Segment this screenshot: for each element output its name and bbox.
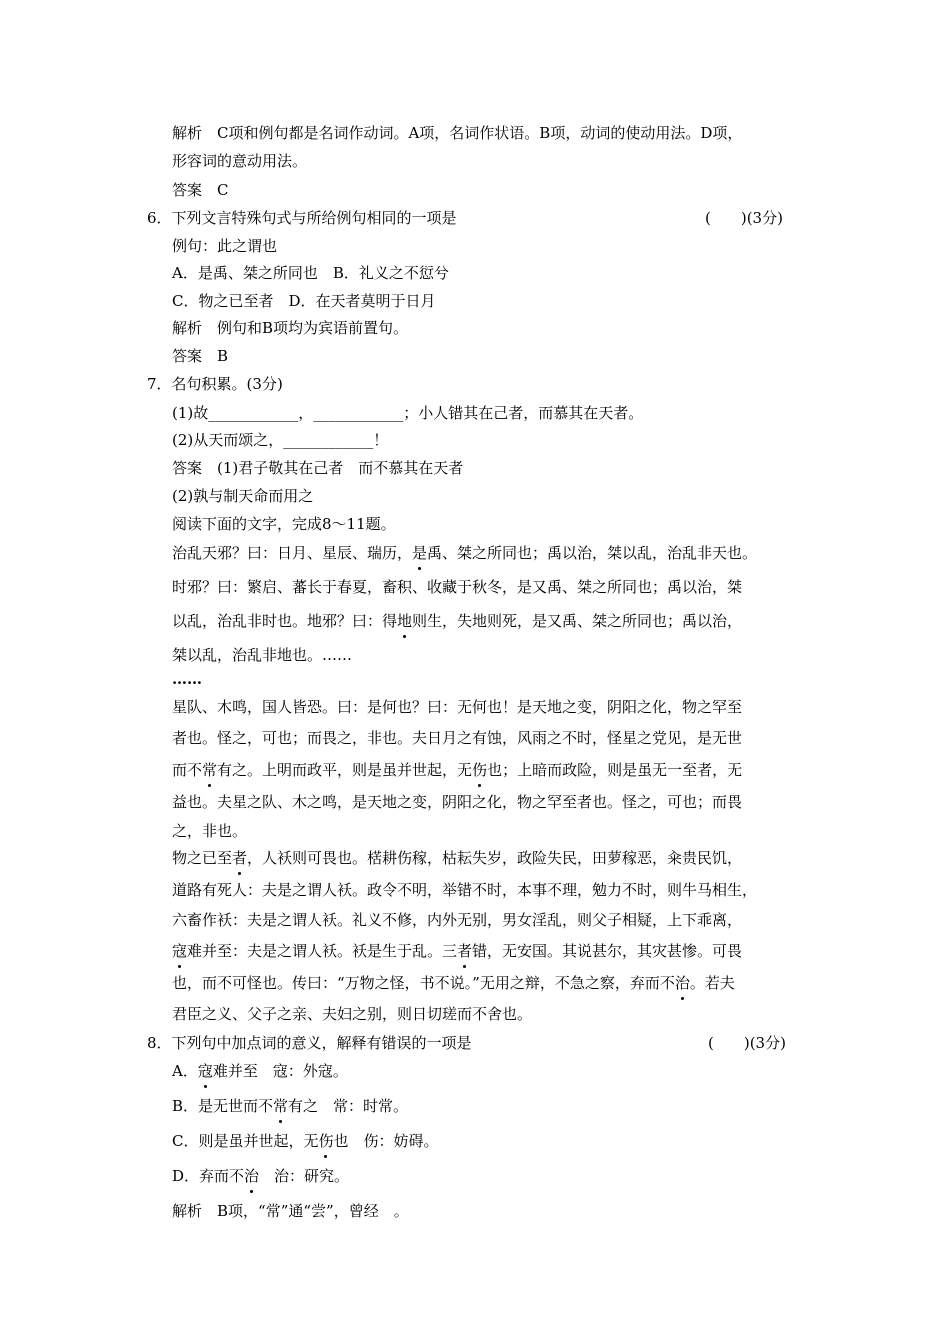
passage-p1-line-4: 桀以乱，治乱非地也。…… xyxy=(172,646,353,664)
q6-answer: 答案 B xyxy=(172,347,229,365)
q6-options-cd: C．物之已至者 D．在天者莫明于日月 xyxy=(172,292,436,310)
passage-p1-line-3: 以乱，治乱非时也。地邪？曰：得地则生，失地则死，是又禹、桀之所同也；禹以治， xyxy=(172,612,743,630)
dotted-char: 寇 xyxy=(172,942,188,960)
q5-analysis-line-2: 形容词的意动用法。 xyxy=(172,152,308,170)
q5-analysis-line-1: 解析 C项和例句都是名词作动词。A项，名词作状语。B项，动词的使动用法。D项， xyxy=(172,124,743,142)
dotted-char: 伤 xyxy=(472,761,488,779)
dotted-char: 常 xyxy=(273,1097,289,1115)
q6-options-ab: A．是禹、桀之所同也 B．礼义之不愆兮 xyxy=(172,264,449,282)
q6-points: ( )(3分) xyxy=(705,209,783,227)
q6-stem: 6．下列文言特殊句式与所给例句相同的一项是 xyxy=(147,209,457,227)
passage-ellipsis: …… xyxy=(172,670,202,688)
reading-intro: 阅读下面的文字，完成8～11题。 xyxy=(172,515,396,533)
dotted-char: 寇 xyxy=(197,1062,213,1080)
q8-option-d: D．弃而不治 治：研究。 xyxy=(172,1167,350,1185)
passage-p3-line-4: 寇难并至：夫是之谓人袄。袄是生于乱。三者错，无安国。其说甚尔，其灾甚惨。可畏 xyxy=(172,942,743,960)
q8-analysis: 解析 B项，“常”通“尝”，曾经 。 xyxy=(172,1202,409,1220)
passage-p2-line-3: 而不常有之。上明而政平，则是虽并世起，无伤也；上暗而政险，则是虽无一至者，无 xyxy=(172,761,743,779)
passage-p3-line-2: 道路有死人：夫是之谓人袄。政令不明，举错不时，本事不理，勉力不时，则牛马相生， xyxy=(172,881,758,899)
q7-blank-line-2: (2)从天而颂之，____________！ xyxy=(172,431,389,449)
q5-answer: 答案 C xyxy=(172,181,229,199)
passage-p3-line-6: 君臣之义、父子之亲、夫妇之别，则日切瑳而不舍也。 xyxy=(172,1005,533,1023)
q7-stem: 7．名句积累。(3分) xyxy=(147,375,283,393)
q8-stem: 8．下列句中加点词的意义，解释有错误的一项是 xyxy=(147,1034,472,1052)
dotted-char: 治 xyxy=(674,974,690,992)
dotted-char: 是 xyxy=(412,544,428,562)
passage-p2-line-1: 星队、木鸣，国人皆恐。曰：是何也？曰：无何也！是天地之变，阴阳之化，物之罕至 xyxy=(172,698,743,716)
passage-p2-line-2: 者也。怪之，可也；而畏之，非也。夫日月之有蚀，风雨之不时，怪星之党见，是无世 xyxy=(172,729,743,747)
passage-p3-line-1: 物之已至者，人袄则可畏也。楛耕伤稼，枯耘失岁，政险失民，田萝稼恶，籴贵民饥， xyxy=(172,849,743,867)
q8-points: ( )(3分) xyxy=(708,1034,786,1052)
dotted-char: 常 xyxy=(202,761,218,779)
passage-p2-line-5: 之，非也。 xyxy=(172,822,248,840)
passage-p3-line-3: 六畜作袄：夫是之谓人袄。礼义不修，内外无别，男女淫乱，则父子相疑，上下乖离， xyxy=(172,911,743,929)
dotted-char: 治 xyxy=(244,1167,260,1185)
q6-analysis: 解析 例句和B项均为宾语前置句。 xyxy=(172,319,409,337)
dotted-char: 地 xyxy=(397,612,413,630)
q8-option-c: C．则是虽并世起，无伤也 伤：妨碍。 xyxy=(172,1132,439,1150)
dotted-char: 伤 xyxy=(318,1132,334,1150)
passage-p3-line-5: 也，而不可怪也。传曰：“万物之怪，书不说。”无用之辩，不急之察，弃而不治。若夫 xyxy=(172,974,735,992)
q6-example: 例句：此之谓也 xyxy=(172,237,278,255)
q7-answer-1: 答案 (1)君子敬其在己者 而不慕其在天者 xyxy=(172,459,464,477)
q8-option-b: B．是无世而不常有之 常：时常。 xyxy=(172,1097,409,1115)
dotted-char: 者 xyxy=(232,849,248,867)
q8-option-a: A．寇难并至 寇：外寇。 xyxy=(172,1062,348,1080)
q7-blank-line-1: (1)故____________，____________；小人错其在己者，而慕其在天者。 xyxy=(172,404,644,422)
passage-p1-line-2: 时邪？曰：繁启、蕃长于春夏，畜积、收藏于秋冬，是又禹、桀之所同也；禹以治，桀 xyxy=(172,578,743,596)
passage-p1-line-1: 治乱天邪？曰：日月、星辰、瑞历，是禹、桀之所同也；禹以治，桀以乱，治乱非天也。 xyxy=(172,544,758,562)
dotted-char: 者 xyxy=(457,942,473,960)
q7-answer-2: (2)孰与制天命而用之 xyxy=(172,487,314,505)
passage-p2-line-4: 益也。夫星之队、木之鸣，是天地之变，阴阳之化，物之罕至者也。怪之，可也；而畏 xyxy=(172,793,743,811)
